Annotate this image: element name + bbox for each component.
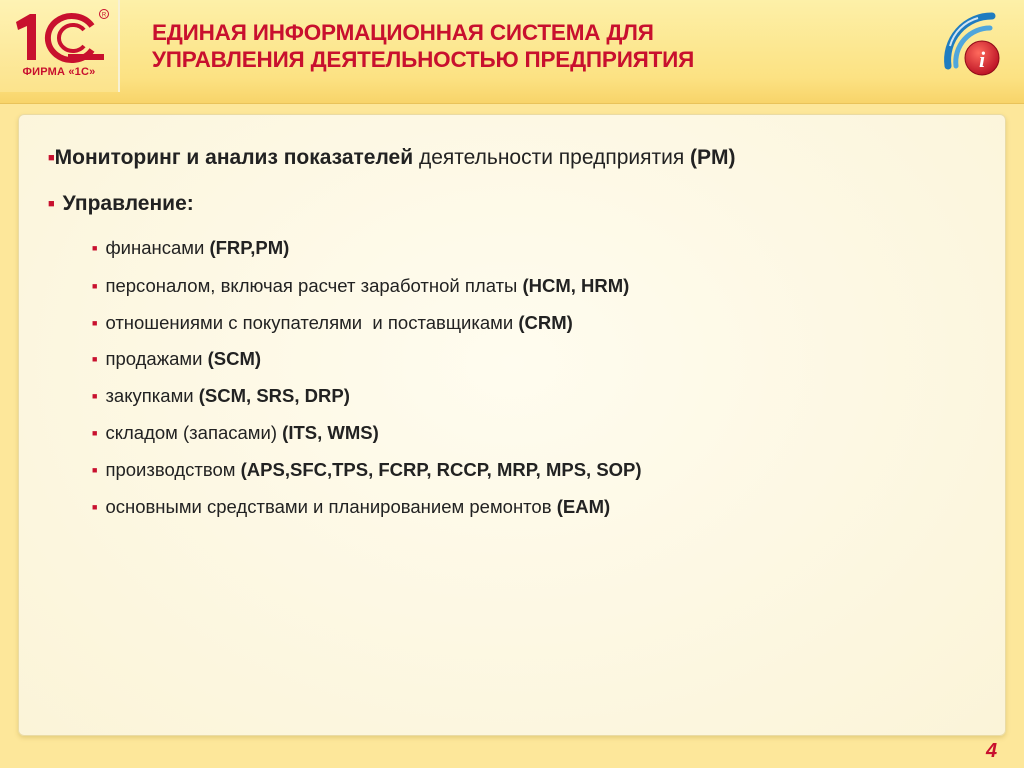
svg-text:i: i [978,47,986,72]
title-line-2: УПРАВЛЕНИЯ ДЕЯТЕЛЬНОСТЬЮ ПРЕДПРИЯТИЯ [152,47,695,72]
sub-bullet-marker: ■ [92,465,98,475]
bullet-marker: ■ [48,152,55,164]
page-title [152,19,694,73]
sub-item-code: (HCM, HRM) [522,275,630,296]
sub-item-finance [92,237,289,259]
logo-caption: ФИРМА «1С» [22,66,96,78]
svg-text:R: R [101,12,107,19]
sub-item-code: (EAM) [556,496,611,517]
sub-item-code: (FRP,PM) [209,237,290,258]
bullet-marker: ■ [48,198,55,210]
slide-header [0,0,1024,104]
sub-item-text: отношениями с покупателями и поставщиками [105,312,519,333]
sub-item-sales [92,348,261,370]
sub-bullet-marker: ■ [92,281,98,291]
sub-item-personnel [92,275,629,297]
page-number: 4 [986,740,998,762]
sub-item-warehouse [92,422,379,444]
sub-item-purchases [92,385,350,407]
sub-item-code: (APS,SFC,TPS, FCRP, RCCP, MRP, MPS, SOP) [240,459,642,480]
sub-item-text: продажами [105,348,208,369]
sub-item-code: (SCM, SRS, DRP) [198,385,350,406]
sub-item-text: финансами [105,237,210,258]
monitoring-code: (PM) [690,146,736,169]
sub-item-text: основными средствами и планированием ремонтов [105,496,557,517]
logo [0,0,120,92]
bullet-monitoring [48,146,736,170]
title-line-1: ЕДИНАЯ ИНФОРМАЦИОННАЯ СИСТЕМА ДЛЯ [152,20,654,45]
bullet-management [48,192,194,216]
monitoring-bold: Мониторинг и анализ показателей [54,146,414,169]
info-icon [938,6,1006,78]
sub-bullet-marker: ■ [92,391,98,401]
sub-bullet-marker: ■ [92,243,98,253]
sub-bullet-marker: ■ [92,318,98,328]
sub-item-fixed-assets [92,496,610,518]
monitoring-text: деятельности предприятия [413,146,691,169]
sub-item-text: персоналом, включая расчет заработной платы [105,275,523,296]
sub-item-production [92,459,642,481]
sub-bullet-marker: ■ [92,502,98,512]
sub-item-code: (ITS, WMS) [282,422,379,443]
sub-item-text: складом (запасами) [105,422,283,443]
sub-item-text: производством [105,459,241,480]
sub-item-relations [92,312,573,334]
sub-bullet-marker: ■ [92,428,98,438]
sub-item-code: (CRM) [518,312,573,333]
sub-bullet-marker: ■ [92,354,98,364]
1c-logo-icon [10,8,110,66]
sub-item-text: закупками [105,385,199,406]
sub-item-code: (SCM) [207,348,262,369]
management-label: Управление: [62,192,194,215]
